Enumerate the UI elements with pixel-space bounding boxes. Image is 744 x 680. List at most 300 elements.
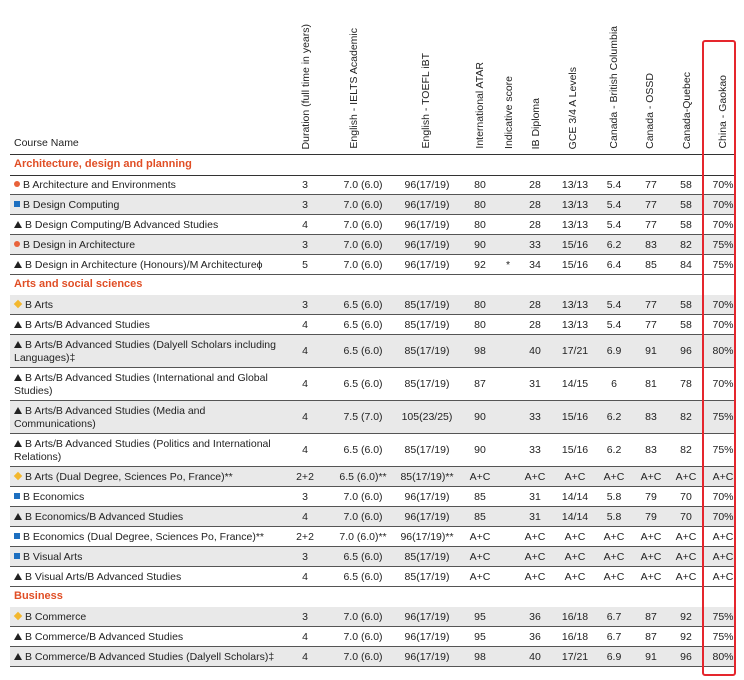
table-cell: 75% <box>712 259 734 271</box>
course-name-text: B Arts (Dual Degree, Sciences Po, France)** <box>25 471 233 483</box>
table-cell: A+C <box>469 531 491 543</box>
course-name <box>14 611 284 624</box>
table-cell: A+C <box>640 531 662 543</box>
table-cell: 77 <box>645 319 657 331</box>
course-name <box>14 471 284 484</box>
course-name-header: Course Name <box>14 137 79 149</box>
table-cell: 16/18 <box>561 631 589 643</box>
table-cell: 77 <box>645 299 657 311</box>
diamond-bullet-icon <box>14 472 22 480</box>
course-name <box>14 319 284 332</box>
table-cell: 4 <box>302 571 308 583</box>
table-cell: 96(17/19) <box>404 219 450 231</box>
table-cell: 33 <box>529 444 541 456</box>
table-cell: 3 <box>302 239 308 251</box>
table-cell: 92 <box>680 611 692 623</box>
course-name-text: B Commerce/B Advanced Studies <box>25 631 184 643</box>
table-cell: 2+2 <box>296 471 314 483</box>
table-cell: A+C <box>564 531 586 543</box>
table-cell: 98 <box>474 345 486 357</box>
table-cell: 31 <box>529 491 541 503</box>
table-cell: 5 <box>302 259 308 271</box>
table-row <box>10 467 736 487</box>
course-name <box>14 651 284 664</box>
circle-bullet-icon <box>14 241 20 247</box>
header-ib: IB Diploma <box>530 97 542 149</box>
table-cell: 4 <box>302 511 308 523</box>
course-name-text: B Arts/B Advanced Studies (International and Global Studies) <box>14 372 268 397</box>
table-cell: 70% <box>712 319 734 331</box>
table-cell: 80 <box>474 299 486 311</box>
course-name <box>14 239 284 252</box>
triangle-bullet-icon <box>14 374 22 381</box>
table-cell: 4 <box>302 219 308 231</box>
table-cell: 58 <box>680 319 692 331</box>
table-cell: 85(17/19) <box>404 551 450 563</box>
table-row <box>10 487 736 507</box>
table-cell: 7.0 (6.0) <box>343 651 383 663</box>
table-cell: A+C <box>712 471 734 483</box>
table-cell: 28 <box>529 219 541 231</box>
table-row <box>10 175 736 195</box>
table-cell: 77 <box>645 179 657 191</box>
table-cell: 5.8 <box>606 491 622 503</box>
course-name <box>14 372 284 398</box>
course-name <box>14 219 284 232</box>
table-cell: 4 <box>302 651 308 663</box>
table-cell: 90 <box>474 239 486 251</box>
table-cell: 96 <box>680 651 692 663</box>
table-cell: 13/13 <box>561 319 589 331</box>
table-cell: 13/13 <box>561 299 589 311</box>
table-cell: 15/16 <box>561 239 589 251</box>
table-cell: A+C <box>469 471 491 483</box>
table-row <box>10 434 736 467</box>
table-cell: 70 <box>680 491 692 503</box>
table-cell: A+C <box>564 471 586 483</box>
table-cell: 6.5 (6.0)** <box>339 471 387 483</box>
square-bullet-icon <box>14 493 20 499</box>
table-cell: 87 <box>645 631 657 643</box>
table-cell: 82 <box>680 239 692 251</box>
table-cell: 85(17/19) <box>404 378 450 390</box>
table-cell: A+C <box>640 571 662 583</box>
course-name-text: B Design Computing/B Advanced Studies <box>25 219 219 231</box>
table-cell: 85(17/19) <box>404 444 450 456</box>
table-row <box>10 295 736 315</box>
table-cell: 7.0 (6.0)** <box>339 531 387 543</box>
table-cell: A+C <box>675 531 697 543</box>
table-cell: 81 <box>645 378 657 390</box>
table-cell: 4 <box>302 444 308 456</box>
table-cell: 36 <box>529 611 541 623</box>
diamond-bullet-icon <box>14 300 22 308</box>
table-cell: 85(17/19) <box>404 299 450 311</box>
table-cell: 28 <box>529 319 541 331</box>
table-cell: 6 <box>611 378 617 390</box>
triangle-bullet-icon <box>14 221 22 228</box>
table-cell: 91 <box>645 651 657 663</box>
table-cell: 58 <box>680 299 692 311</box>
table-cell: 96(17/19)** <box>400 531 454 543</box>
course-name <box>14 571 284 584</box>
section-header <box>10 155 736 176</box>
course-name-text: B Visual Arts/B Advanced Studies <box>25 571 182 583</box>
table-cell: 15/16 <box>561 411 589 423</box>
triangle-bullet-icon <box>14 407 22 414</box>
table-cell: 96(17/19) <box>404 651 450 663</box>
header-atar: International ATAR <box>474 62 486 149</box>
course-name <box>14 511 284 524</box>
table-cell: * <box>505 259 511 271</box>
table-row <box>10 547 736 567</box>
table-cell: 92 <box>474 259 486 271</box>
triangle-bullet-icon <box>14 321 22 328</box>
table-cell: 7.0 (6.0) <box>343 611 383 623</box>
table-cell: 5.4 <box>606 179 622 191</box>
table-cell: A+C <box>712 531 734 543</box>
table-cell: A+C <box>712 571 734 583</box>
table-cell: 6.2 <box>606 444 622 456</box>
course-name-text: B Arts/B Advanced Studies <box>25 319 150 331</box>
table-cell: 31 <box>529 378 541 390</box>
table-cell: 6.2 <box>606 411 622 423</box>
table-cell: 6.5 (6.0) <box>343 571 383 583</box>
table-cell: A+C <box>640 551 662 563</box>
table-cell: 13/13 <box>561 179 589 191</box>
table-cell: 5.8 <box>606 511 622 523</box>
course-name-text: B Commerce <box>25 611 87 623</box>
course-name-text: B Arts <box>25 299 54 311</box>
header-indicative: Indicative score <box>503 76 515 149</box>
table-cell: 33 <box>529 239 541 251</box>
table-cell: 7.0 (6.0) <box>343 631 383 643</box>
table-cell: 7.0 (6.0) <box>343 179 383 191</box>
gaokao-highlight-box <box>702 40 736 676</box>
table-cell: A+C <box>524 531 546 543</box>
table-cell: 3 <box>302 491 308 503</box>
table-cell: 96(17/19) <box>404 179 450 191</box>
table-cell: 7.0 (6.0) <box>343 199 383 211</box>
table-cell: 92 <box>680 631 692 643</box>
table-cell: 105(23/25) <box>401 411 453 423</box>
course-name-text: B Economics (Dual Degree, Sciences Po, France)** <box>23 531 265 543</box>
table-cell: A+C <box>675 471 697 483</box>
header-gce: GCE 3/4 A Levels <box>567 66 579 149</box>
table-row <box>10 627 736 647</box>
table-cell: 14/14 <box>561 511 589 523</box>
circle-bullet-icon <box>14 181 20 187</box>
table-cell: 6.9 <box>606 651 622 663</box>
course-name-text: B Arts/B Advanced Studies (Politics and International Relations) <box>14 438 271 463</box>
table-cell: 96(17/19) <box>404 631 450 643</box>
table-cell: 3 <box>302 611 308 623</box>
course-name <box>14 531 284 544</box>
table-cell: 75% <box>712 444 734 456</box>
table-cell: 70% <box>712 378 734 390</box>
header-quebec: Canada-Quebec <box>681 71 693 149</box>
table-cell: 70 <box>680 511 692 523</box>
course-name-text: B Economics <box>23 491 85 503</box>
table-cell: 80 <box>474 219 486 231</box>
table-cell: 4 <box>302 631 308 643</box>
table-cell: 85 <box>474 511 486 523</box>
table-cell: A+C <box>603 571 625 583</box>
square-bullet-icon <box>14 201 20 207</box>
table-cell: 5.4 <box>606 199 622 211</box>
table-cell: 58 <box>680 179 692 191</box>
table-cell: A+C <box>564 551 586 563</box>
table-cell: 3 <box>302 199 308 211</box>
table-cell: A+C <box>712 551 734 563</box>
table-row <box>10 527 736 547</box>
triangle-bullet-icon <box>14 513 22 520</box>
table-cell: 3 <box>302 299 308 311</box>
table-cell: 7.0 (6.0) <box>343 239 383 251</box>
table-cell: 70% <box>712 299 734 311</box>
table-cell: 4 <box>302 319 308 331</box>
header-ielts: English - IELTS Academic <box>348 28 360 149</box>
table-cell: 7.0 (6.0) <box>343 491 383 503</box>
table-cell: 6.5 (6.0) <box>343 319 383 331</box>
table-cell: 82 <box>680 444 692 456</box>
table-cell: 6.7 <box>606 611 622 623</box>
table-cell: 6.4 <box>606 259 622 271</box>
table-cell: 78 <box>680 378 692 390</box>
table-cell: 96 <box>680 345 692 357</box>
table-cell: A+C <box>524 551 546 563</box>
header-bc: Canada - British Columbia <box>608 26 620 149</box>
section-header <box>10 275 736 296</box>
table-cell: 5.4 <box>606 299 622 311</box>
course-name <box>14 405 284 431</box>
table-cell: 40 <box>529 345 541 357</box>
table-cell: 77 <box>645 199 657 211</box>
table-cell: A+C <box>603 471 625 483</box>
table-cell: 36 <box>529 631 541 643</box>
table-cell: 6.5 (6.0) <box>343 378 383 390</box>
table-cell: 79 <box>645 511 657 523</box>
table-row <box>10 401 736 434</box>
table-cell: 15/16 <box>561 444 589 456</box>
table-row <box>10 255 736 275</box>
table-cell: 98 <box>474 651 486 663</box>
table-cell: 13/13 <box>561 219 589 231</box>
table-cell: 80 <box>474 179 486 191</box>
table-cell: 82 <box>680 411 692 423</box>
table-cell: 91 <box>645 345 657 357</box>
table-cell: 96(17/19) <box>404 491 450 503</box>
table-cell: 7.0 (6.0) <box>343 511 383 523</box>
table-cell: A+C <box>524 471 546 483</box>
table-cell: 75% <box>712 631 734 643</box>
table-cell: 87 <box>474 378 486 390</box>
table-cell: 28 <box>529 199 541 211</box>
table-cell: 95 <box>474 631 486 643</box>
table-cell: 85(17/19)** <box>400 471 454 483</box>
square-bullet-icon <box>14 533 20 539</box>
course-name <box>14 491 284 504</box>
table-cell: 58 <box>680 219 692 231</box>
table-cell: 14/15 <box>561 378 589 390</box>
table-cell: 84 <box>680 259 692 271</box>
table-cell: 7.0 (6.0) <box>343 259 383 271</box>
table-cell: 80 <box>474 319 486 331</box>
table-cell: 70% <box>712 511 734 523</box>
table-cell: 15/16 <box>561 259 589 271</box>
triangle-bullet-icon <box>14 341 22 348</box>
table-cell: 77 <box>645 219 657 231</box>
table-cell: 70% <box>712 199 734 211</box>
table-row <box>10 507 736 527</box>
table-cell: 75% <box>712 411 734 423</box>
table-cell: A+C <box>469 571 491 583</box>
diamond-bullet-icon <box>14 612 22 620</box>
triangle-bullet-icon <box>14 261 22 268</box>
course-name <box>14 299 284 312</box>
course-name <box>14 199 284 212</box>
course-name <box>14 438 284 464</box>
table-cell: 3 <box>302 551 308 563</box>
table-row <box>10 607 736 627</box>
course-name-text: B Design in Architecture <box>23 239 136 251</box>
table-cell: 96(17/19) <box>404 199 450 211</box>
table-cell: 5.4 <box>606 219 622 231</box>
section-header <box>10 587 736 608</box>
section-title: Arts and social sciences <box>14 278 143 290</box>
table-cell: 70% <box>712 179 734 191</box>
table-cell: 6.5 (6.0) <box>343 551 383 563</box>
table-cell: 79 <box>645 491 657 503</box>
course-name-text: B Design in Architecture (Honours)/M Architectureϕ <box>25 259 263 271</box>
section-title: Business <box>14 590 63 602</box>
table-cell: 96(17/19) <box>404 511 450 523</box>
section-title: Architecture, design and planning <box>14 158 192 170</box>
table-row <box>10 215 736 235</box>
table-cell: 34 <box>529 259 541 271</box>
triangle-bullet-icon <box>14 440 22 447</box>
table-cell: 83 <box>645 411 657 423</box>
header-toefl: English - TOEFL iBT <box>420 53 432 149</box>
table-cell: 3 <box>302 179 308 191</box>
course-name-text: B Design Computing <box>23 199 120 211</box>
table-cell: 70% <box>712 219 734 231</box>
table-header <box>0 0 744 155</box>
table-cell: 7.0 (6.0) <box>343 219 383 231</box>
table-cell: 85 <box>645 259 657 271</box>
table-cell: 96(17/19) <box>404 259 450 271</box>
table-cell: A+C <box>675 571 697 583</box>
table-cell: A+C <box>469 551 491 563</box>
table-cell: 85(17/19) <box>404 319 450 331</box>
table-cell: 96(17/19) <box>404 611 450 623</box>
table-cell: 58 <box>680 199 692 211</box>
table-cell: 28 <box>529 179 541 191</box>
course-name-text: B Architecture and Environments <box>23 179 176 191</box>
table-cell: 80 <box>474 199 486 211</box>
table-cell: 28 <box>529 299 541 311</box>
table-cell: 80% <box>712 651 734 663</box>
table-cell: 90 <box>474 411 486 423</box>
course-name-text: B Arts/B Advanced Studies (Media and Communications) <box>14 405 206 430</box>
table-cell: 2+2 <box>296 531 314 543</box>
course-name <box>14 551 284 564</box>
table-cell: 13/13 <box>561 199 589 211</box>
table-cell: 6.5 (6.0) <box>343 299 383 311</box>
header-duration: Duration (full time in years) <box>300 23 312 149</box>
table-cell: 14/14 <box>561 491 589 503</box>
table-cell: A+C <box>640 471 662 483</box>
header-ossd: Canada - OSSD <box>644 73 656 149</box>
table-cell: 6.9 <box>606 345 622 357</box>
table-row <box>10 235 736 255</box>
header-gaokao: China - Gaokao <box>717 75 729 149</box>
course-name <box>14 179 284 192</box>
table-cell: 87 <box>645 611 657 623</box>
triangle-bullet-icon <box>14 573 22 580</box>
table-cell: A+C <box>564 571 586 583</box>
course-name <box>14 631 284 644</box>
table-cell: 83 <box>645 444 657 456</box>
table-cell: 4 <box>302 345 308 357</box>
table-row <box>10 315 736 335</box>
table-cell: 70% <box>712 491 734 503</box>
triangle-bullet-icon <box>14 633 22 640</box>
table-cell: 6.2 <box>606 239 622 251</box>
table-cell: 31 <box>529 511 541 523</box>
table-cell: 16/18 <box>561 611 589 623</box>
table-cell: 83 <box>645 239 657 251</box>
table-cell: 75% <box>712 611 734 623</box>
table-cell: 85(17/19) <box>404 345 450 357</box>
course-name-text: B Economics/B Advanced Studies <box>25 511 184 523</box>
square-bullet-icon <box>14 553 20 559</box>
table-cell: 80% <box>712 345 734 357</box>
table-cell: A+C <box>603 531 625 543</box>
table-cell: 7.5 (7.0) <box>343 411 383 423</box>
triangle-bullet-icon <box>14 653 22 660</box>
table-row <box>10 335 736 368</box>
table-row <box>10 368 736 401</box>
course-name-text: B Commerce/B Advanced Studies (Dalyell Scholars)‡ <box>25 651 275 663</box>
course-name <box>14 339 284 365</box>
table-cell: 95 <box>474 611 486 623</box>
table-row <box>10 567 736 587</box>
table-cell: 17/21 <box>561 651 589 663</box>
table-cell: 85 <box>474 491 486 503</box>
table-cell: 40 <box>529 651 541 663</box>
table-cell: A+C <box>675 551 697 563</box>
table-cell: 6.5 (6.0) <box>343 345 383 357</box>
table-cell: 4 <box>302 411 308 423</box>
course-name <box>14 259 284 272</box>
table-cell: 6.5 (6.0) <box>343 444 383 456</box>
table-cell: 96(17/19) <box>404 239 450 251</box>
table-cell: 5.4 <box>606 319 622 331</box>
table-cell: 17/21 <box>561 345 589 357</box>
table-cell: 4 <box>302 378 308 390</box>
table-cell: 33 <box>529 411 541 423</box>
table-cell: A+C <box>603 551 625 563</box>
table-row <box>10 195 736 215</box>
table-cell: A+C <box>524 571 546 583</box>
table-cell: 6.7 <box>606 631 622 643</box>
table-cell: 75% <box>712 239 734 251</box>
table-cell: 90 <box>474 444 486 456</box>
table-cell: 85(17/19) <box>404 571 450 583</box>
table-row <box>10 647 736 667</box>
course-name-text: B Arts/B Advanced Studies (Dalyell Scholars including Languages)‡ <box>14 339 276 364</box>
